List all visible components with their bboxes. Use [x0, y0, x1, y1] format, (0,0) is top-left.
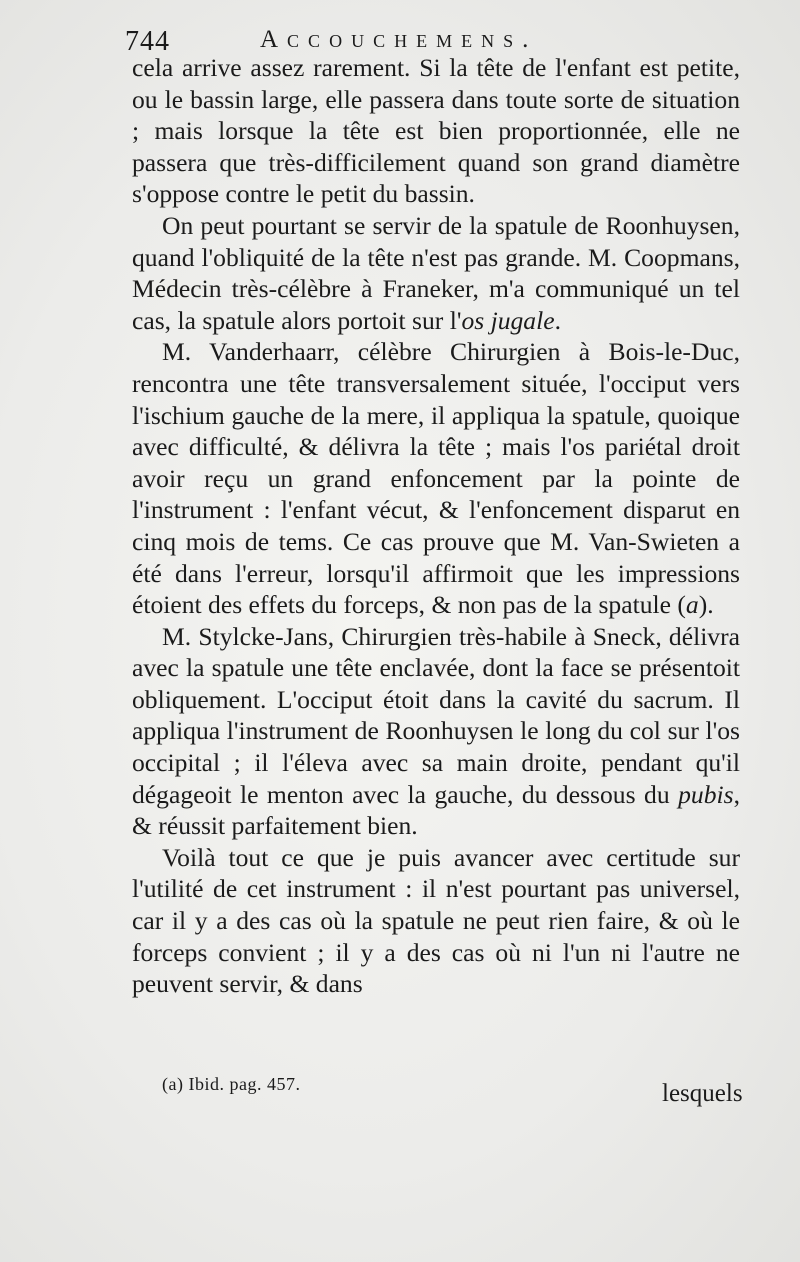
- running-title: Accouchemens.: [260, 26, 538, 53]
- footnote: (a) Ibid. pag. 457.: [162, 1074, 301, 1094]
- paragraph-1: cela arrive assez rarement. Si la tête de l'enfant est petite, ou le bassin large, elle passera dans toute sorte de situation ; mais lorsque la tête est bien proportionnée, elle ne passera que très-difficilement quand son grand diamètre s'oppose contre le petit du bassin.: [132, 53, 740, 209]
- italic-term: pubis: [678, 779, 734, 809]
- italic-term: os jugale: [461, 305, 555, 335]
- catchword: lesquels: [662, 1080, 743, 1107]
- paragraph-2: On peut pourtant se servir de la spatule de Roonhuysen, quand l'obliquité de la tête n'est pas grande. M. Coopmans, Médecin très-célèbre à Franeker, m'a communiqué un tel cas, la spatule alors portoit sur l'os jugale.: [132, 210, 740, 335]
- body-text: [132, 52, 740, 1000]
- paragraph-5: Voilà tout ce que je puis avancer avec certitude sur l'utilité de cet instrument : il n'est pourtant pas universel, car il y a des cas où la spatule ne peut rien faire, & où le forceps convient ; il y a des cas où ni l'un ni l'autre ne peuvent servir, & dans: [132, 842, 740, 999]
- paragraph-4: M. Stylcke-Jans, Chirurgien très-habile à Sneck, délivra avec la spatule une tête enclavée, dont la face se présentoit obliquement. L'occiput étoit dans la cavité du sacrum. Il appliqua l'instrument de Roonhuysen le long du col sur l'os occipital ; il l'éleva avec sa main droite, pendant qu'il dégageoit le menton avec la gauche, du dessous du pubis, & réussit parfaitement bien.: [132, 621, 740, 841]
- page-number: 744: [125, 26, 170, 57]
- paragraph-3: M. Vanderhaarr, célèbre Chirurgien à Bois-le-Duc, rencontra une tête transversalement située, l'occiput vers l'ischium gauche de la mere, il appliqua la spatule, quoique avec difficulté, & délivra la tête ; mais l'os pariétal droit avoir reçu un grand enfoncement par la pointe de l'instrument : l'enfant vécut, & l'enfoncement disparut en cinq mois de tems. Ce cas prouve que M. Van-Swieten a été dans l'erreur, lorsqu'il affirmoit que les impressions étoient des effets du forceps, & non pas de la spatule (a).: [132, 337, 740, 620]
- footnote-marker: a: [685, 590, 699, 620]
